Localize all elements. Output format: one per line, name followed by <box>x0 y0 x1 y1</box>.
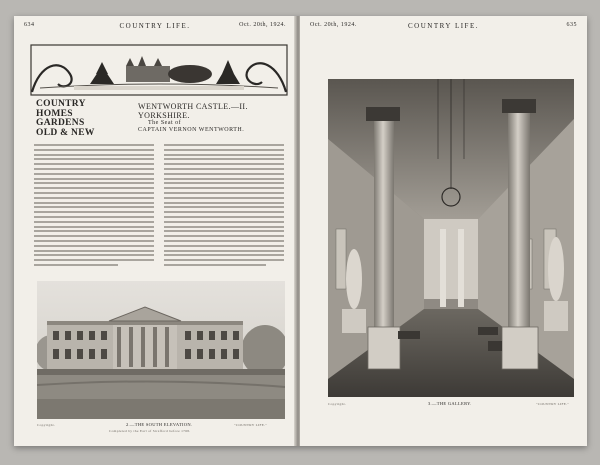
left-photo-credit: "COUNTRY LIFE." <box>234 423 268 427</box>
south-elevation-photo <box>37 281 285 419</box>
body-column-2 <box>164 144 284 276</box>
magazine-spread <box>14 16 587 446</box>
right-running-head <box>300 22 587 34</box>
article-body <box>34 144 284 276</box>
article-title-line: YORKSHIRE. <box>138 111 190 120</box>
article-title-line: WENTWORTH CASTLE.—II. <box>138 102 248 111</box>
body-column-1 <box>34 144 154 276</box>
article-seat-line: The Seat of <box>148 120 182 126</box>
series-title-line: HOMES <box>36 108 73 119</box>
south-elevation-illustration <box>37 281 285 419</box>
left-page-number: 634 <box>24 22 35 28</box>
right-photo-caption: 3.—THE GALLERY. <box>428 401 472 406</box>
gallery-illustration <box>328 79 574 397</box>
right-page-number: 635 <box>566 22 577 28</box>
series-title-line: COUNTRY <box>36 99 86 109</box>
series-title-line: GARDENS <box>36 118 85 128</box>
series-title-line: OLD & NEW <box>36 127 95 138</box>
right-page <box>300 16 587 446</box>
right-magazine-name: COUNTRY LIFE. <box>408 22 479 30</box>
right-issue-date: Oct. 20th, 1924. <box>310 22 357 28</box>
left-photo-copyright: Copyright. <box>37 423 56 427</box>
article-title-block <box>30 44 288 142</box>
decorative-header-vignette <box>30 44 288 96</box>
article-title <box>138 102 288 134</box>
left-magazine-name: COUNTRY LIFE. <box>119 22 191 30</box>
left-issue-date: Oct. 20th, 1924. <box>239 22 286 28</box>
left-page <box>14 16 296 446</box>
gallery-photo <box>328 79 574 397</box>
right-photo-credit: "COUNTRY LIFE." <box>536 402 570 406</box>
series-title <box>36 100 128 138</box>
article-seat-line: CAPTAIN VERNON WENTWORTH. <box>138 127 245 133</box>
right-photo-copyright: Copyright. <box>328 402 347 406</box>
left-running-head <box>14 22 296 34</box>
left-photo-subcaption: Completed by the Earl of Strafford before 1768. <box>109 429 191 433</box>
left-photo-caption: 2.—THE SOUTH ELEVATION. <box>126 422 193 427</box>
